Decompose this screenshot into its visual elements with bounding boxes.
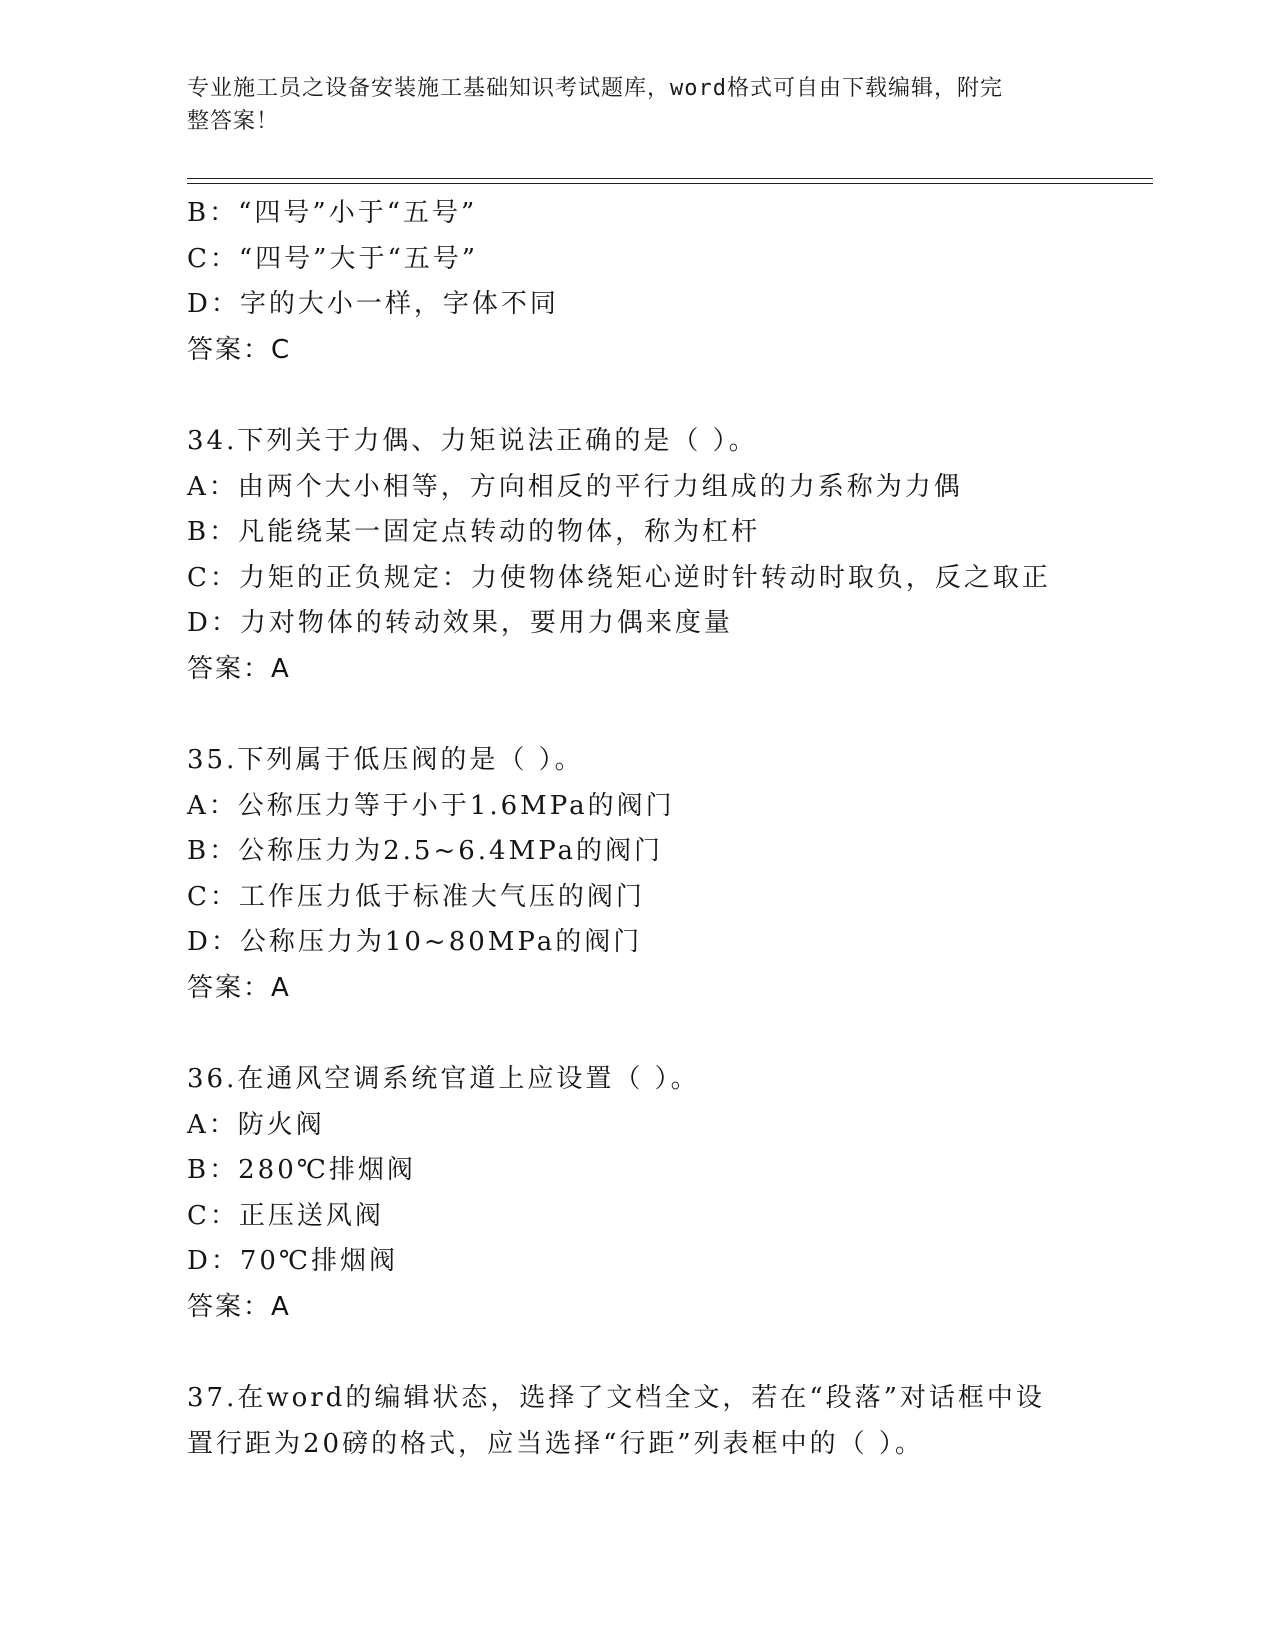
option-a: A：防火阀: [187, 1109, 325, 1140]
option-c: C：正压送风阀: [187, 1200, 384, 1231]
option-b: B：280℃排烟阀: [187, 1155, 416, 1185]
option-b: B：公称压力为2.5~6.4MPa的阀门: [187, 836, 664, 866]
answer-line: 答案：A: [187, 1291, 291, 1322]
header-text-line-1: 专业施工员之设备安装施工基础知识考试题库，word格式可自由下载编辑，附完: [187, 76, 1003, 101]
carryover-question: [187, 191, 1137, 373]
header-divider-top: [187, 178, 1153, 179]
question-stem-line-2: 置行距为20磅的格式，应当选择“行距”列表框中的（ ）。: [187, 1428, 924, 1459]
option-c: C：工作压力低于标准大气压的阀门: [187, 881, 645, 912]
question-35: [187, 738, 1137, 1011]
answer-line: 答案：A: [187, 972, 291, 1003]
option-d: D：力对物体的转动效果，要用力偶来度量: [187, 608, 733, 638]
option-c: C：“四号”大于“五号”: [187, 243, 479, 274]
spacer: [187, 692, 1137, 738]
document-header: [187, 72, 1067, 138]
header-divider-bottom: [187, 183, 1153, 184]
option-b: B：“四号”小于“五号”: [187, 198, 478, 228]
question-stem: 34.下列关于力偶、力矩说法正确的是（ ）。: [187, 426, 758, 456]
spacer: [187, 1011, 1137, 1057]
option-a: A：由两个大小相等，方向相反的平行力组成的力系称为力偶: [187, 471, 963, 502]
option-d: D：字的大小一样，字体不同: [187, 289, 559, 319]
document-body: [187, 191, 1137, 1467]
question-stem: 35.下列属于低压阀的是（ ）。: [187, 745, 584, 775]
option-c: C：力矩的正负规定：力使物体绕矩心逆时针转动时取负，反之取正: [187, 562, 1051, 593]
option-a: A：公称压力等于小于1.6MPa的阀门: [187, 790, 675, 821]
answer-line: 答案：A: [187, 653, 291, 684]
answer-line: 答案：C: [187, 334, 292, 365]
question-34: [187, 419, 1137, 692]
spacer: [187, 373, 1137, 419]
option-b: B：凡能绕某一固定点转动的物体，称为杠杆: [187, 517, 761, 547]
option-d: D：70℃排烟阀: [187, 1246, 399, 1276]
option-d: D：公称压力为10~80MPa的阀门: [187, 927, 643, 957]
question-36: [187, 1057, 1137, 1330]
header-text-line-2: 整答案！: [187, 109, 280, 134]
question-stem-line-1: 37.在word的编辑状态，选择了文档全文，若在“段落”对话框中设: [187, 1383, 1045, 1413]
question-stem: 36.在通风空调系统官道上应设置（ ）。: [187, 1064, 700, 1094]
question-37: [187, 1376, 1137, 1467]
spacer: [187, 1330, 1137, 1376]
